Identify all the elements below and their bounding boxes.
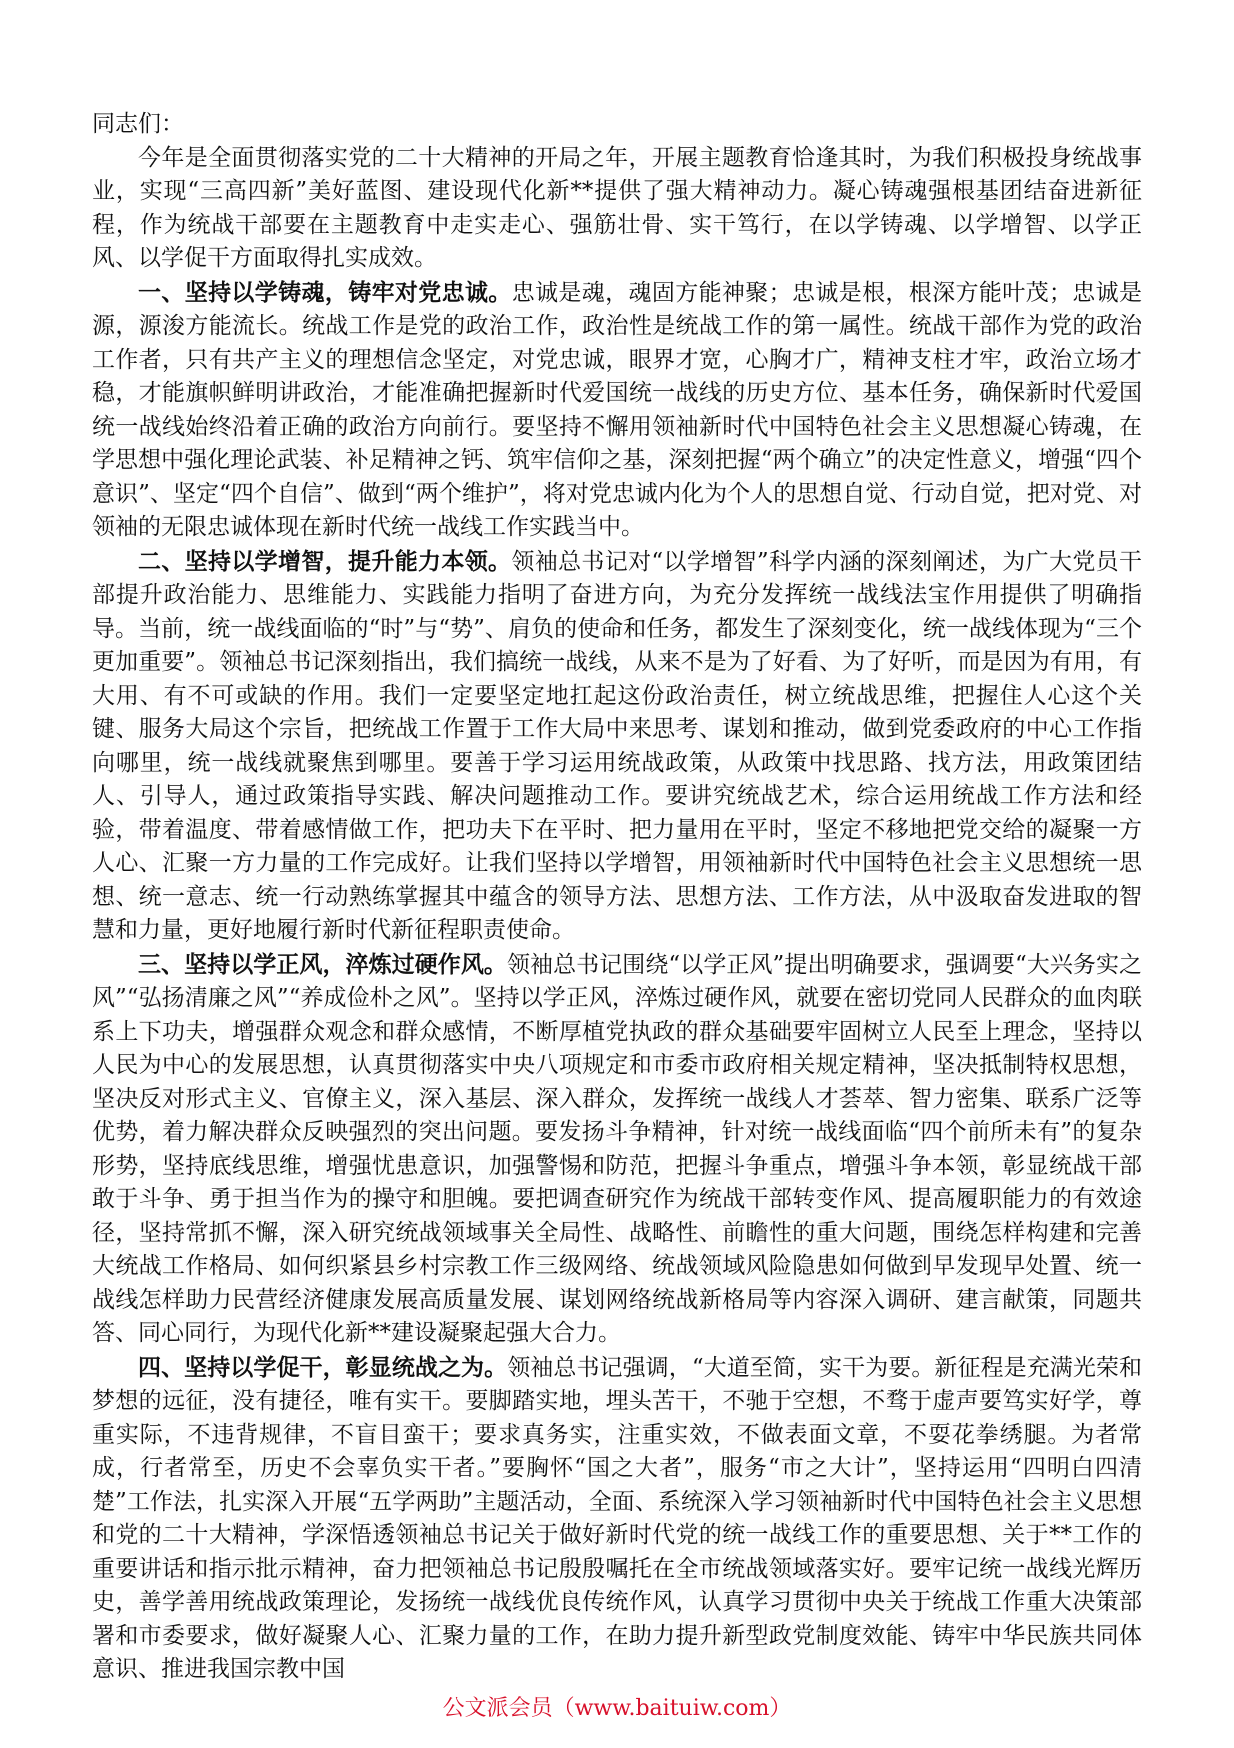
section-body-3: 领袖总书记围绕“以学正风”提出明确要求，强调要“大兴务实之风”“弘扬清廉之风”“养成俭朴之风”。坚持以学正风，淬炼过硬作风，就要在密切党同人民群众的血肉联系上下功夫，增强群众观念和群众感情，不断厚植党执政的群众基础要牢固树立人民至上理念，坚持以人民为中心的发展思想，认真贯彻落实中央八项规定和市委市政府相关规定精神，坚决抵制特权思想，坚决反对形式主义、官僚主义，深入基层、深入群众，发挥统一战线人才荟萃、智力密集、联系广泛等优势，着力解决群众反映强烈的突出问题。要发扬斗争精神，针对统一战线面临“四个前所未有”的复杂形势，坚持底线思维，增强忧患意识，加强警惕和防范，把握斗争重点，增强斗争本领，彰显统战干部敢于斗争、勇于担当作为的操守和胆魄。要把调查研究作为统战干部转变作风、提高履职能力的有效途径，坚持常抓不懈，深入研究统战领域事关全局性、战略性、前瞻性的重大问题，围绕怎样构建和完善大统战工作格局、如何织紧县乡村宗教工作三级网络、统战领域风险隐患如何做到早发现早处置、统一战线怎样助力民营经济健康发展高质量发展、谋划网络统战新格局等内容深入调研、建言献策，同题共答、同心同行，为现代化新**建设凝聚起强大合力。 <box>92 951 1143 1346</box>
section-body-2: 领袖总书记对“以学增智”科学内涵的深刻阐述，为广大党员干部提升政治能力、思维能力、实践能力指明了奋进方向，为充分发挥统一战线法宝作用提供了明确指导。当前，统一战线面临的“时”与“势”、肩负的使命和任务，都发生了深刻变化，统一战线体现为“三个更加重要”。领袖总书记深刻指出，我们搞统一战线，从来不是为了好看、为了好听，而是因为有用，有大用、有不可或缺的作用。我们一定要坚定地扛起这份政治责任，树立统战思维，把握住人心这个关键、服务大局这个宗旨，把统战工作置于工作大局中来思考、谋划和推动，做到党委政府的中心工作指向哪里，统一战线就聚焦到哪里。要善于学习运用统战政策，从政策中找思路、找方法，用政策团结人、引导人，通过政策指导实践、解决问题推动工作。要讲究统战艺术，综合运用统战工作方法和经验，带着温度、带着感情做工作，把功夫下在平时、把力量用在平时，坚定不移地把党交给的凝聚一方人心、汇聚一方力量的工作完成好。让我们坚持以学增智，用领袖新时代中国特色社会主义思想统一思想、统一意志、统一行动熟练掌握其中蕴含的领导方法、思想方法、工作方法，从中汲取奋发进取的智慧和力量，更好地履行新时代新征程职责使命。 <box>92 548 1142 943</box>
intro-paragraph: 今年是全面贯彻落实党的二十大精神的开局之年，开展主题教育恰逢其时，为我们积极投身统战事业，实现“三高四新”美好蓝图、建设现代化新**提供了强大精神动力。凝心铸魂强根基团结奋进新征程，作为统战干部要在主题教育中走实走心、强筋壮骨、实干笃行，在以学铸魂、以学增智、以学正风、以学促干方面取得扎实成效。 <box>92 144 1142 271</box>
document-body <box>92 108 1142 1687</box>
section-paragraph-2 <box>92 545 1142 948</box>
section-paragraph-3 <box>92 948 1142 1351</box>
section-heading-4: 四、坚持以学促干，彰显统战之为。 <box>138 1353 508 1381</box>
salutation: 同志们： <box>92 111 184 137</box>
section-paragraph-1 <box>92 276 1142 545</box>
footer-watermark: 公文派会员（www.baituiw.com） <box>442 1696 792 1721</box>
section-heading-3: 三、坚持以学正风，淬炼过硬作风。 <box>138 950 507 978</box>
section-heading-1: 一、坚持以学铸魂，铸牢对党忠诚。 <box>138 278 512 306</box>
section-body-1: 忠诚是魂，魂固方能神聚；忠诚是根，根深方能叶茂；忠诚是源，源浚方能流长。统战工作是党的政治工作，政治性是统战工作的第一属性。统战干部作为党的政治工作者，只有共产主义的理想信念坚定，对党忠诚，眼界才宽，心胸才广，精神支柱才牢，政治立场才稳，才能旗帜鲜明讲政治，才能准确把握新时代爱国统一战线的历史方位、基本任务，确保新时代爱国统一战线始终沿着正确的政治方向前行。要坚持不懈用领袖新时代中国特色社会主义思想凝心铸魂，在学思想中强化理论武装、补足精神之钙、筑牢信仰之基，深刻把握“两个确立”的决定性意义，增强“四个意识”、坚定“四个自信”、做到“两个维护”，将对党忠诚内化为个人的思想自觉、行动自觉，把对党、对领袖的无限忠诚体现在新时代统一战线工作实践当中。 <box>92 279 1143 540</box>
section-heading-2: 二、坚持以学增智，提升能力本领。 <box>138 547 512 575</box>
section-body-4: 领袖总书记强调，“大道至简，实干为要。新征程是充满光荣和梦想的远征，没有捷径，唯有实干。要脚踏实地，埋头苦干，不驰于空想，不骛于虚声要笃实好学，尊重实际，不违背规律，不盲目蛮干；要求真务实，注重实效，不做表面文章，不耍花拳绣腿。为者常成，行者常至，历史不会辜负实干者。”要胸怀“国之大者”，服务“市之大计”，坚持运用“四明白四清楚”工作法，扎实深入开展“五学两助”主题活动，全面、系统深入学习领袖新时代中国特色社会主义思想和党的二十大精神，学深悟透领袖总书记关于做好新时代党的统一战线工作的重要思想、关于**工作的重要讲话和指示批示精神，奋力把领袖总书记殷殷嘱托在全市统战领域落实好。要牢记统一战线光辉历史，善学善用统战政策理论，发扬统一战线优良传统作风，认真学习贯彻中央关于统战工作重大决策部署和市委要求，做好凝聚人心、汇聚力量的工作，在助力提升新型政党制度效能、铸牢中华民族共同体意识、推进我国宗教中国 <box>92 1354 1143 1682</box>
section-paragraph-4 <box>92 1351 1142 1687</box>
